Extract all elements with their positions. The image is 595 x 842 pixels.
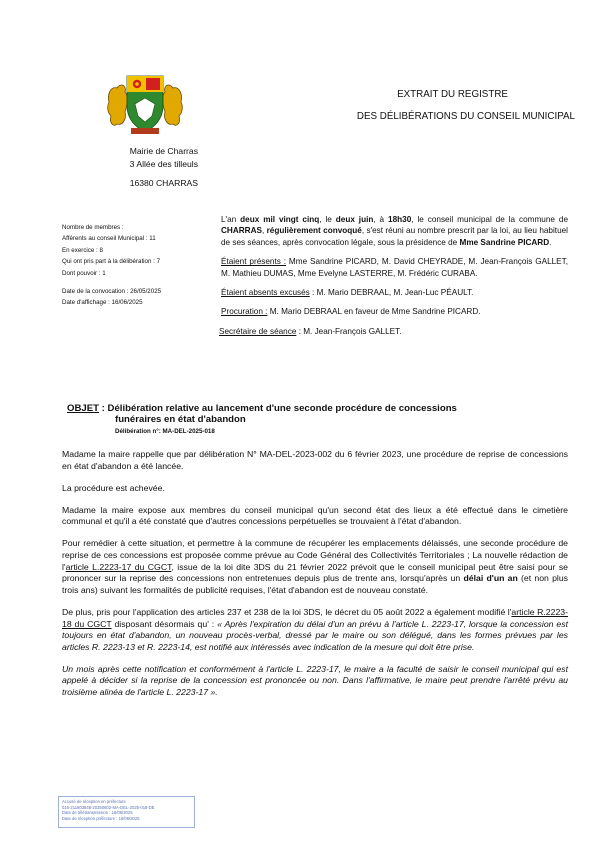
procuration-label: Procuration : xyxy=(221,307,268,317)
absents-label: Étaient absents excusés xyxy=(221,288,310,298)
body-paragraph-6: Un mois après cette notification et conformément à l'article L. 2223-17, le maire a la faculté de saisir le conseil municipal qui est appelé à décider si la reprise de la concession est prononcée ou non. Dans l'affirmative, le maire peut prendre l'arrêté prévu au troisième alinéa de l'article L. 2223-17 ». xyxy=(62,663,568,697)
members-pouvoir: Dont pouvoir : 1 xyxy=(62,269,106,277)
presents-paragraph xyxy=(221,256,568,279)
objet-text-2: funéraires en état d'abandon xyxy=(115,414,246,425)
document-header xyxy=(330,84,575,128)
procuration-paragraph xyxy=(221,306,568,317)
body-paragraph-2: La procédure est achevée. xyxy=(62,482,165,493)
article-l2223-17-link: article L.2223-17 du CGCT xyxy=(65,561,172,572)
secretaire-label: Secrétaire de séance xyxy=(219,326,297,336)
mayor-name: Mairie de Charras xyxy=(129,146,198,156)
mayor-city: 16380 CHARRAS xyxy=(129,178,198,188)
absents-list: : M. Mario DEBRAAL, M. Jean-Luc PÉAULT. xyxy=(309,288,474,298)
members-summary xyxy=(62,222,222,309)
header-line-1: EXTRAIT DU REGISTRE xyxy=(397,89,508,100)
body-paragraph-5: De plus, pris pour l'application des articles 237 et 238 de la loi 3DS, le décret du 05 août 2022 a également modifié l'article R.2223-18 du CGCT disposant désormais qu' : « Après l'expiration du délai d'un an prévu à l'article L. 2223-17, lorsque la concession est toujours en état d'abandon, un nouveau procès-verbal, dressé par le maire ou son délégué, dans les formes prévues par les articles R. 2223-13 et R. 2223-14, est notifié aux intéressés avec indication de la mesure qui doit être prise. xyxy=(62,606,568,652)
body-paragraph-1: Madame la maire rappelle que par délibération N° MA-DEL-2023-002 du 6 février 2023, une procédure de reprise de concessions en état d'abandon a été lancée. xyxy=(62,449,568,471)
affichage-date: Date d'affichage : 16/06/2025 xyxy=(62,299,143,307)
objet-text-1: : Délibération relative au lancement d'une seconde procédure de concessions xyxy=(99,403,457,414)
objet-label: OBJET xyxy=(67,403,99,414)
members-pris-part: Qui ont pris part à la délibération : 7 xyxy=(62,258,161,266)
header-line-2: DES DÉLIBÉRATIONS DU CONSEIL MUNICIPAL xyxy=(356,111,575,122)
municipal-crest xyxy=(105,72,185,138)
deliberation-reference: Délibération n°: MA-DEL-2025-018 xyxy=(115,428,215,435)
body-paragraph-3: Madame la maire expose aux membres du conseil municipal qu'un second état des lieux a été effectué dans le cimetière communal et qu'il a été constaté que d'autres concessions perpétuelles se trouvaient à l'état d'abandon. xyxy=(62,504,568,527)
deliberation-subject xyxy=(67,403,537,437)
session-intro xyxy=(221,214,568,345)
body-paragraph-4: Pour remédier à cette situation, et permettre à la commune de récupérer les emplacements délaissés, une seconde procédure de reprise de ces concessions est proposée comme prévue au Code Général des Collectivités Territoriales ; La nouvelle rédaction de l'article L.2223-17 du CGCT, issue de la loi dite 3DS du 21 février 2022 prévoit que le conseil municipal peut être saisi pour se prononcer sur la reprise des concessions non entretenues depuis plus de trente ans, lorsqu'après un délai d'un an (et non plus trois ans) suivant les formalités de publicité requises, l'état d'abandon est de nouveau constaté. xyxy=(62,538,569,595)
members-title: Nombre de membres : xyxy=(62,224,124,231)
secretaire-text: : M. Jean-François GALLET. xyxy=(296,326,402,336)
absents-paragraph xyxy=(221,287,568,298)
session-paragraph: L'an deux mil vingt cinq, le deux juin, à 18h30, le conseil municipal de la commune de CHARRAS, régulièrement convoqué, s'est réuni au nombre prescrit par la loi, au lieu habituel de ses séances, après convocation légale, sous la présidence de Mme Sandrine PICARD. xyxy=(221,215,568,247)
members-afferents: Afférents au conseil Municipal : 11 xyxy=(62,235,156,243)
mayor-street: 3 Allée des tilleuls xyxy=(129,158,198,169)
prefecture-receipt-stamp: Accusé de réception en préfecture 016-211603848-20250602-MA-DEL-2025-018-DE Date de télétransmission : 16/06/2025 Date de réception préfecture : 16/06/2025 xyxy=(58,796,195,828)
article-r2223-18-link: article R.2223-18 du CGCT xyxy=(62,606,568,629)
mayor-address xyxy=(98,145,198,190)
secretaire-paragraph xyxy=(219,326,568,337)
presents-list: Mme Sandrine PICARD, M. David CHEYRADE, M. Jean-François GALLET, M. Mathieu DUMAS, Mme Evelyne LASTERRE, M. Frédéric CURABA. xyxy=(221,257,569,278)
convocation-date: Date de la convocation : 26/05/2025 xyxy=(62,288,162,296)
members-en-exercice: En exercice : 8 xyxy=(62,246,103,254)
presents-label: Étaient présents : xyxy=(221,257,287,267)
procuration-text: M. Mario DEBRAAL en faveur de Mme Sandrine PICARD. xyxy=(267,307,481,317)
deliberation-body xyxy=(62,449,568,709)
